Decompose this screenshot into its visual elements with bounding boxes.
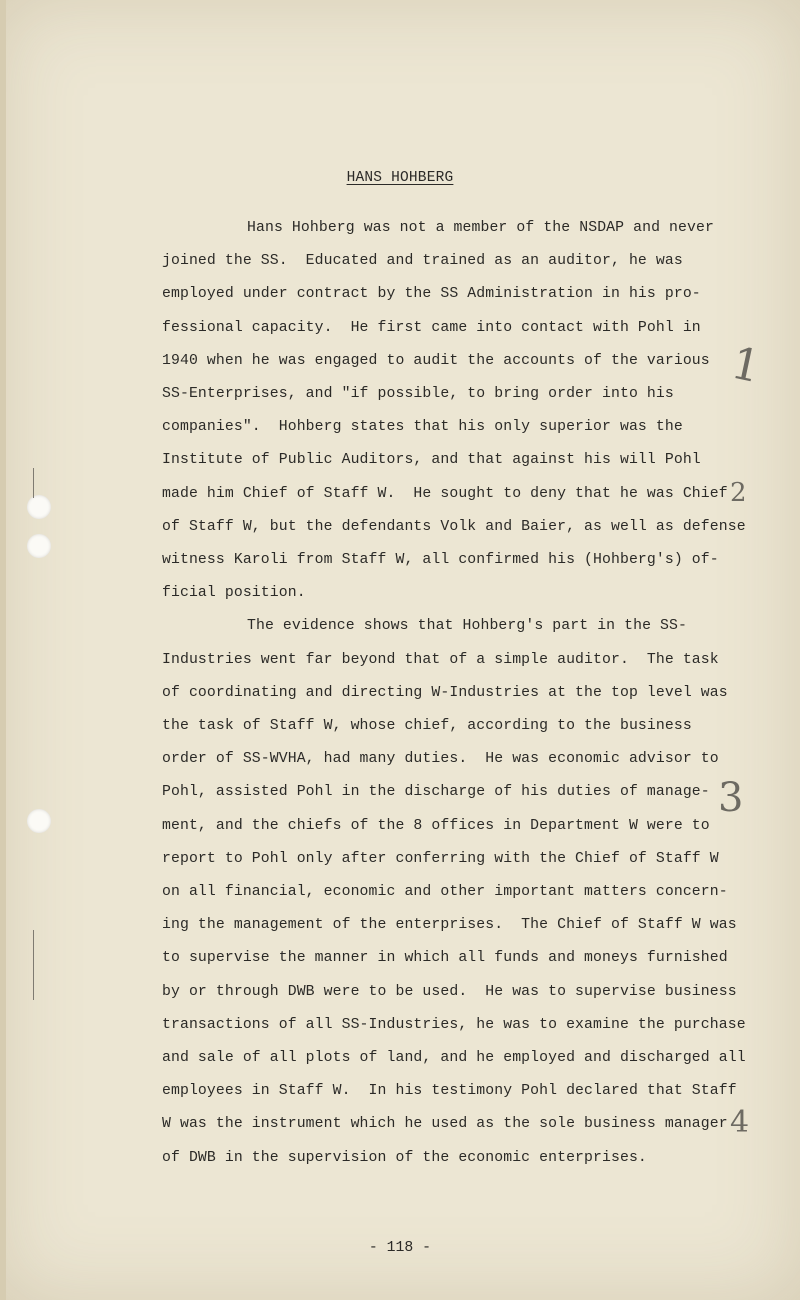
text-line: Pohl, assisted Pohl in the discharge of his duties of manage- [162,784,710,801]
margin-mark: 2 [730,478,747,508]
text-line: Hans Hohberg was not a member of the NSDAP and never [247,220,714,236]
text-line: on all financial, economic and other important matters concern- [162,884,728,901]
margin-mark: 1 [727,337,765,394]
text-line: 1940 when he was engaged to audit the accounts of the various [162,352,710,369]
text-line: Institute of Public Auditors, and that against his will Pohl [162,452,701,469]
margin-mark: 4 [730,1105,750,1140]
punch-hole [27,495,51,519]
text-line: W was the instrument which he used as the sole business manager [162,1116,728,1133]
document-title: HANS HOHBERG [346,170,454,186]
margin-mark: 3 [718,775,744,821]
text-line: by or through DWB were to be used. He was to supervise business [162,983,737,1000]
text-line: of Staff W, but the defendants Volk and Baier, as well as defense [162,518,746,535]
text-line: made him Chief of Staff W. He sought to deny that he was Chief [162,485,728,502]
text-line: witness Karoli from Staff W, all confirmed his (Hohberg's) of- [162,552,719,569]
page-number: - 118 - [368,1240,432,1256]
text-line: ficial position. [162,585,306,602]
margin-tick [33,468,34,498]
text-line: companies". Hohberg states that his only superior was the [162,419,683,436]
text-line: order of SS-WVHA, had many duties. He was economic advisor to [162,751,719,768]
text-line: and sale of all plots of land, and he employed and discharged all [162,1050,746,1067]
text-line: the task of Staff W, whose chief, according to the business [162,718,692,735]
document-body [162,212,746,1175]
text-line: employed under contract by the SS Administration in his pro- [162,286,701,303]
text-line: of DWB in the supervision of the economic enterprises. [162,1149,647,1166]
text-line: employees in Staff W. In his testimony Pohl declared that Staff [162,1083,737,1100]
text-line: ment, and the chiefs of the 8 offices in Department W were to [162,817,710,834]
text-line: ing the management of the enterprises. The Chief of Staff W was [162,917,737,934]
text-line: Industries went far beyond that of a simple auditor. The task [162,651,719,668]
text-line: to supervise the manner in which all funds and moneys furnished [162,950,728,967]
text-line: of coordinating and directing W-Industries at the top level was [162,684,728,701]
page-edge [0,0,6,1300]
text-line: SS-Enterprises, and "if possible, to bring order into his [162,386,674,403]
text-line: fessional capacity. He first came into contact with Pohl in [162,319,701,336]
text-line: The evidence shows that Hohberg's part in the SS- [247,618,687,635]
margin-tick [33,930,34,1000]
text-line: joined the SS. Educated and trained as an auditor, he was [162,253,683,270]
punch-hole [27,809,51,833]
text-line: transactions of all SS-Industries, he was to examine the purchase [162,1016,746,1033]
punch-hole [27,534,51,558]
text-line: report to Pohl only after conferring with the Chief of Staff W [162,850,719,867]
